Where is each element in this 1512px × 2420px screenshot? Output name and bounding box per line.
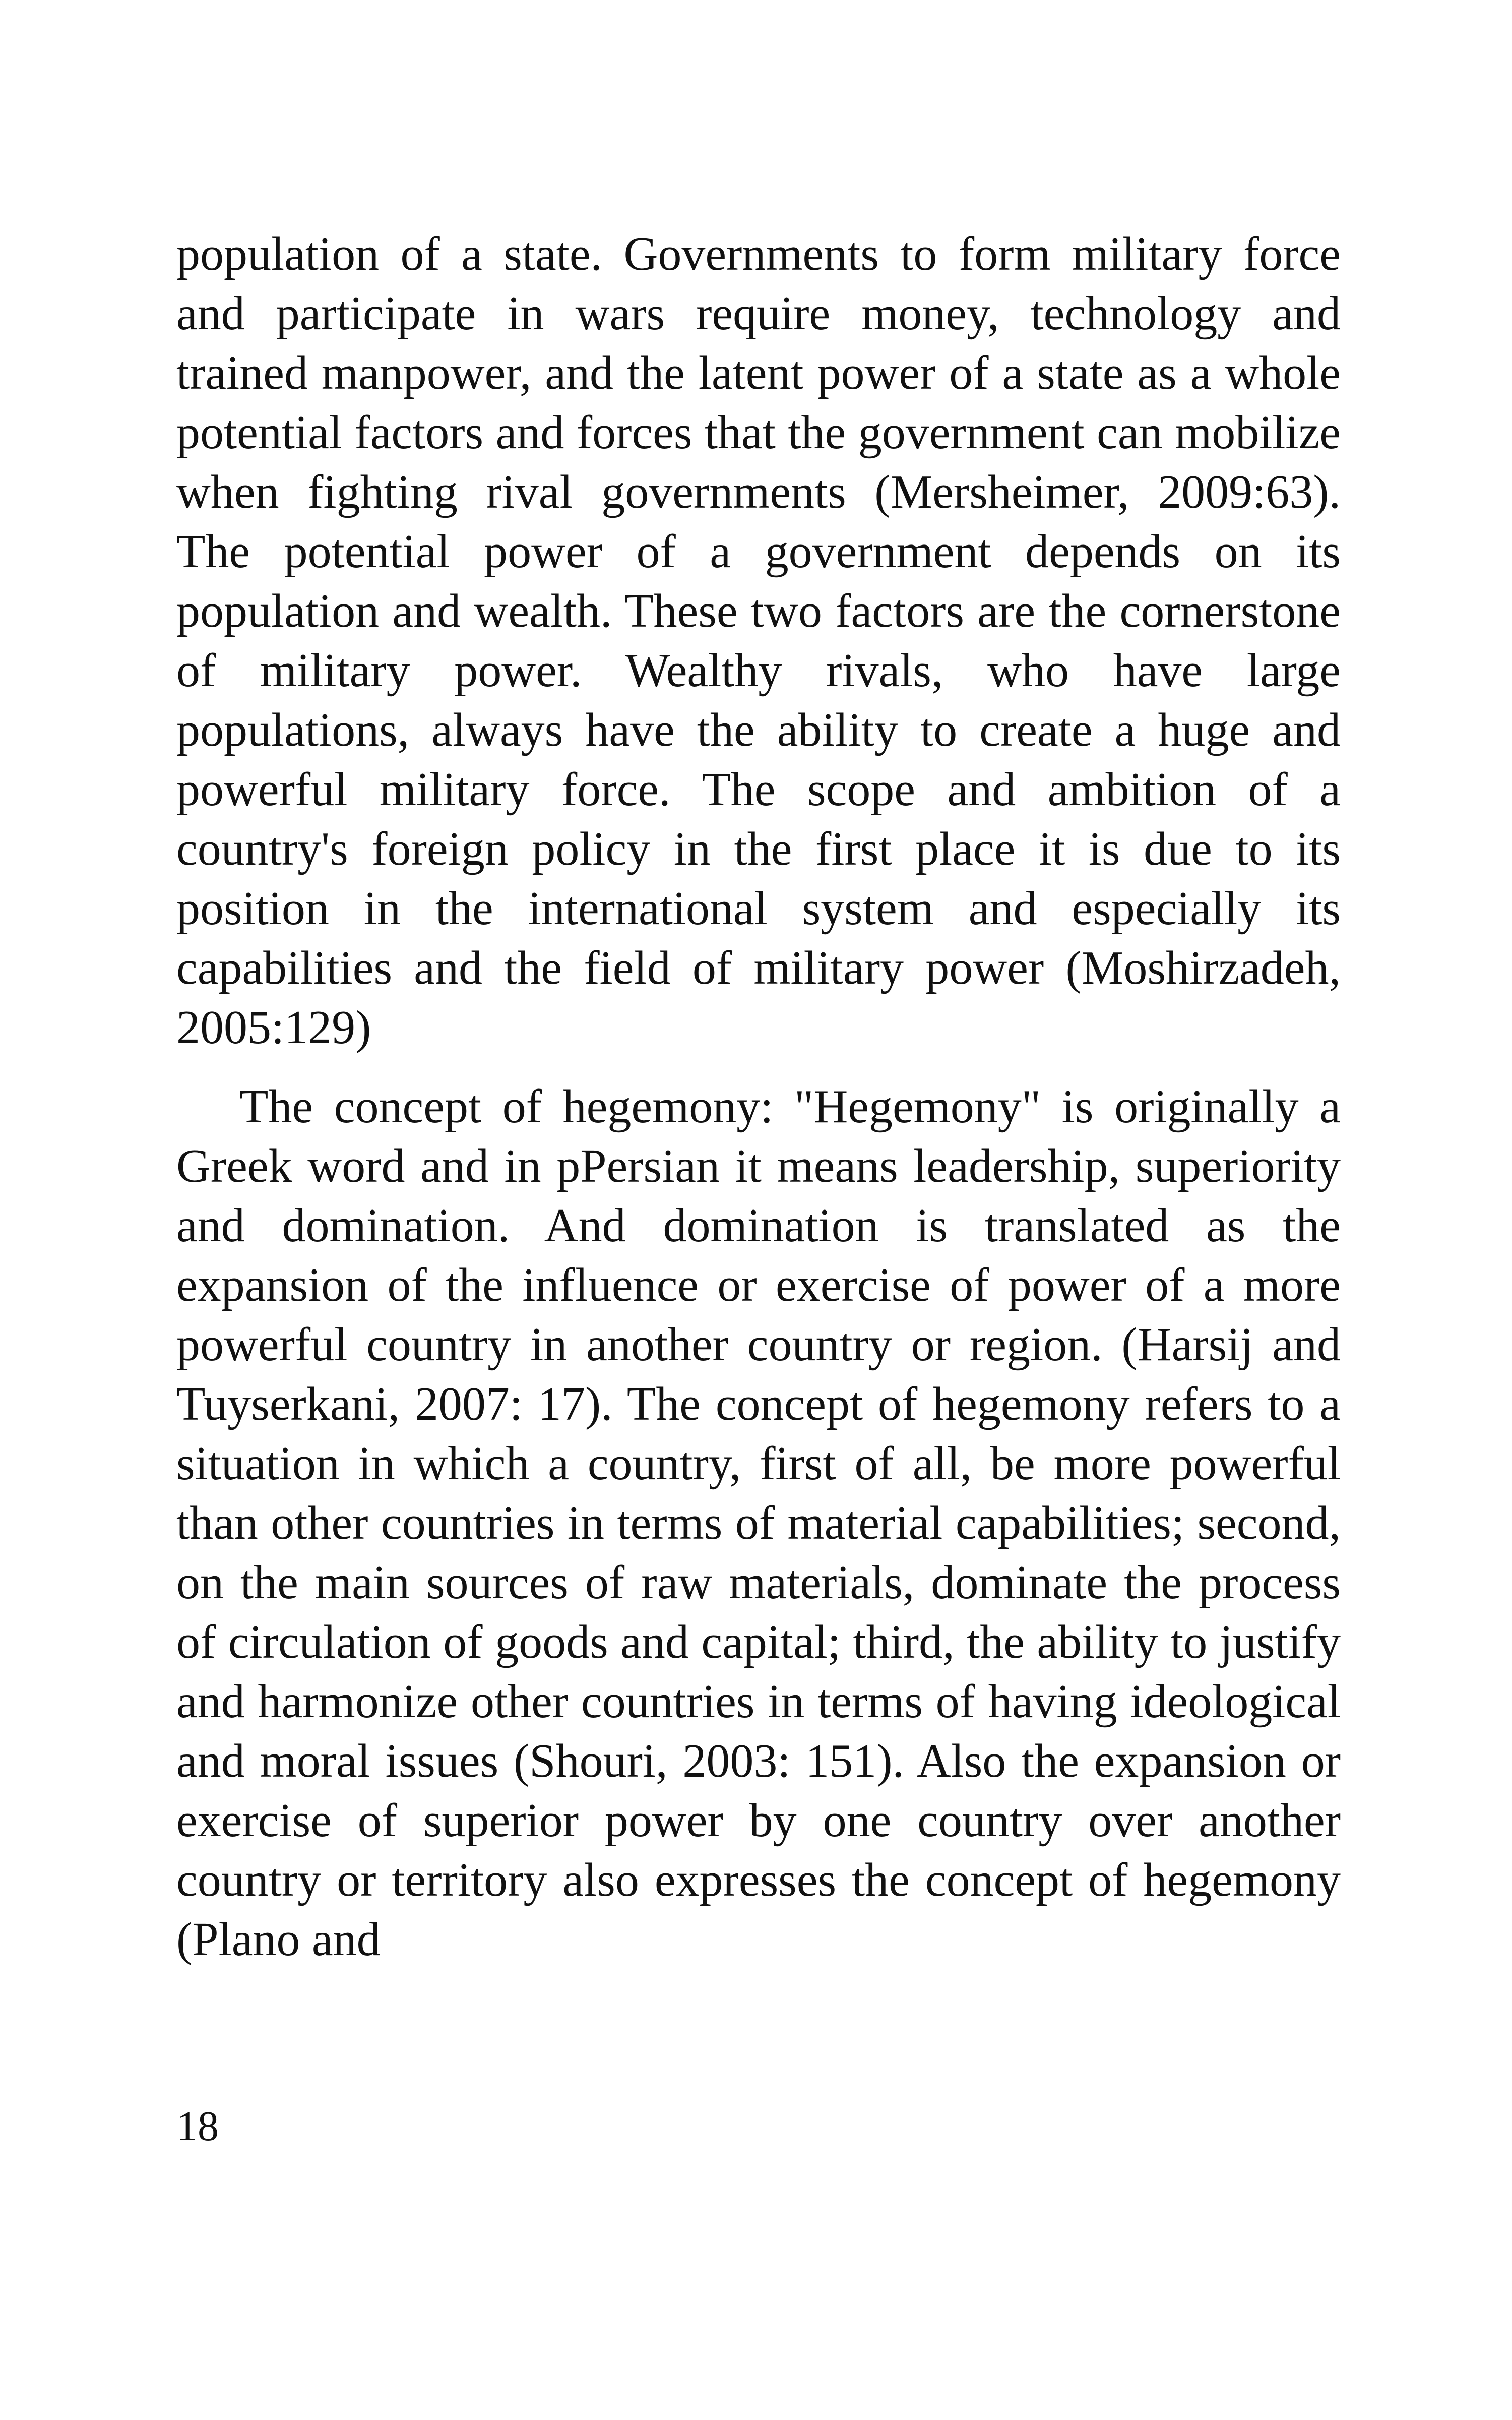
page-number: 18	[176, 2103, 219, 2150]
paragraph-military-power: population of a state. Governments to form military force and participate in wars require money, technology and trained manpower, and the latent power of a state as a whole potential factors and forces that the government can mobilize when fighting rival governments (Mersheimer, 2009:63). The potential power of a government depends on its population and wealth. These two factors are the cornerstone of military power. Wealthy rivals, who have large populations, always have the ability to create a huge and powerful military force. The scope and ambition of a country's foreign policy in the first place it is due to its position in the international system and especially its capabilities and the field of military power (Moshirzadeh, 2005:129)	[176, 228, 1341, 1054]
paragraph-concept-of-hegemony: The concept of hegemony: "Hegemony" is originally a Greek word and in pPersian it means leadership, superiority and domination. And domination is translated as the expansion of the influence or exercise of power of a more powerful country in another country or region. (Harsij and Tuyserkani, 2007: 17). The concept of hegemony refers to a situation in which a country, first of all, be more powerful than other countries in terms of material capabilities; second, on the main sources of raw materials, dominate the process of circulation of goods and capital; third, the ability to justify and harmonize other countries in terms of having ideological and moral issues (Shouri, 2003: 151). Also the expansion or exercise of superior power by one country over another country or territory also expresses the concept of hegemony (Plano and	[176, 1080, 1341, 1966]
